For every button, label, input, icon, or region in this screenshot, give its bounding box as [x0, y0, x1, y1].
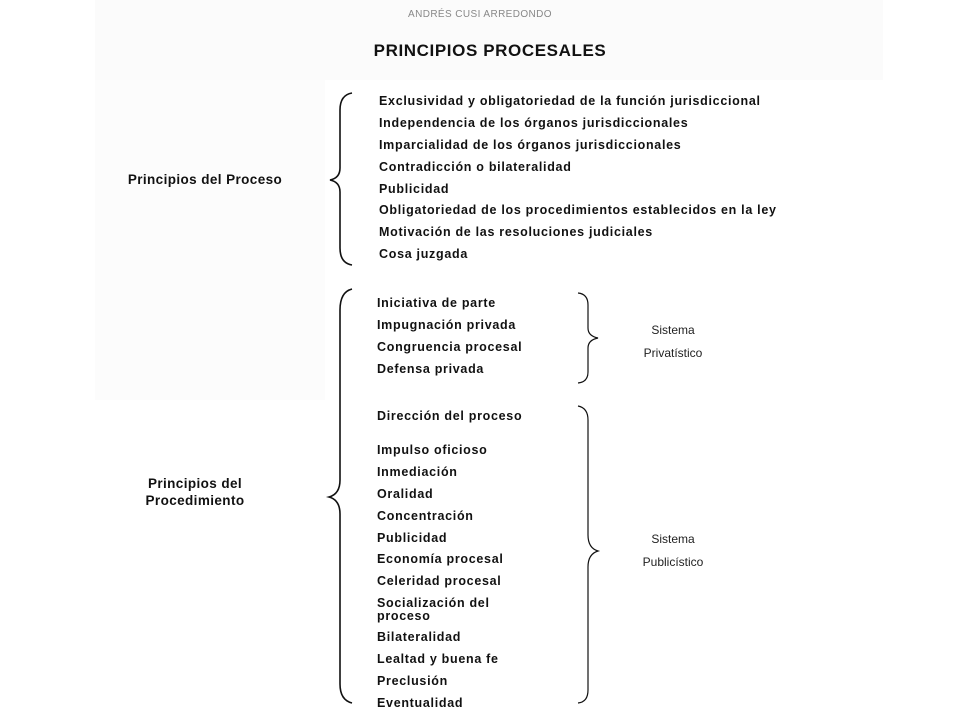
- list-item: Impugnación privada: [377, 317, 517, 332]
- list-item: Publicidad: [379, 181, 450, 196]
- list-item: Celeridad procesal: [377, 574, 502, 589]
- brace-procedimiento: [329, 289, 352, 703]
- label-line: Sistema: [651, 323, 695, 337]
- list-item: Obligatoriedad de los procedimientos establecidos en la ley: [379, 203, 777, 218]
- list-privatistico: [377, 293, 522, 381]
- brace-proceso: [330, 93, 352, 265]
- brace-privatistico: [578, 293, 598, 383]
- label-principios-proceso: Principios del Proceso: [127, 172, 283, 187]
- brace-publicistico: [578, 406, 598, 703]
- list-item: Iniciativa de parte: [377, 296, 496, 310]
- list-item: Economía procesal: [377, 552, 504, 567]
- label-sistema-publicistico: [628, 528, 718, 574]
- list-item: Lealtad y buena fe: [377, 652, 499, 667]
- label-sistema-privatistico: [628, 319, 718, 365]
- label-line: Privatístico: [643, 346, 703, 360]
- list-item: Exclusividad y obligatoriedad de la función jurisdiccional: [379, 94, 761, 108]
- list-item: Eventualidad: [377, 695, 464, 710]
- list-item: Independencia de los órganos jurisdiccionales: [379, 115, 689, 130]
- list-publicistico: [377, 406, 527, 715]
- label-line: Sistema: [651, 532, 695, 546]
- author: ANDRÉS CUSI ARREDONDO: [408, 9, 552, 20]
- list-item: Publicidad: [377, 530, 448, 545]
- list-item: Contradicción o bilateralidad: [379, 159, 572, 174]
- list-item: Motivación de las resoluciones judiciales: [379, 225, 653, 240]
- list-item: Impulso oficioso: [377, 443, 488, 457]
- list-item: Imparcialidad de los órganos jurisdiccionales: [379, 137, 682, 152]
- list-item: Dirección del proceso: [377, 409, 523, 423]
- list-item: Preclusión: [377, 674, 448, 689]
- label-line: Principios del: [147, 476, 243, 491]
- list-item: Oralidad: [377, 486, 434, 501]
- list-item: Bilateralidad: [377, 630, 462, 645]
- page-title: PRINCIPIOS PROCESALES: [373, 41, 607, 60]
- label-line: Publicístico: [642, 555, 704, 569]
- list-item: Congruencia procesal: [377, 339, 523, 354]
- label-principios-procedimiento: [120, 475, 270, 509]
- list-item: Concentración: [377, 508, 474, 523]
- list-item: Defensa privada: [377, 361, 485, 376]
- list-proceso: [379, 91, 777, 266]
- label-line: Procedimiento: [145, 493, 245, 508]
- list-item: Inmediación: [377, 464, 458, 479]
- list-item: Socialización del proceso: [377, 596, 490, 624]
- list-item: Cosa juzgada: [379, 247, 468, 262]
